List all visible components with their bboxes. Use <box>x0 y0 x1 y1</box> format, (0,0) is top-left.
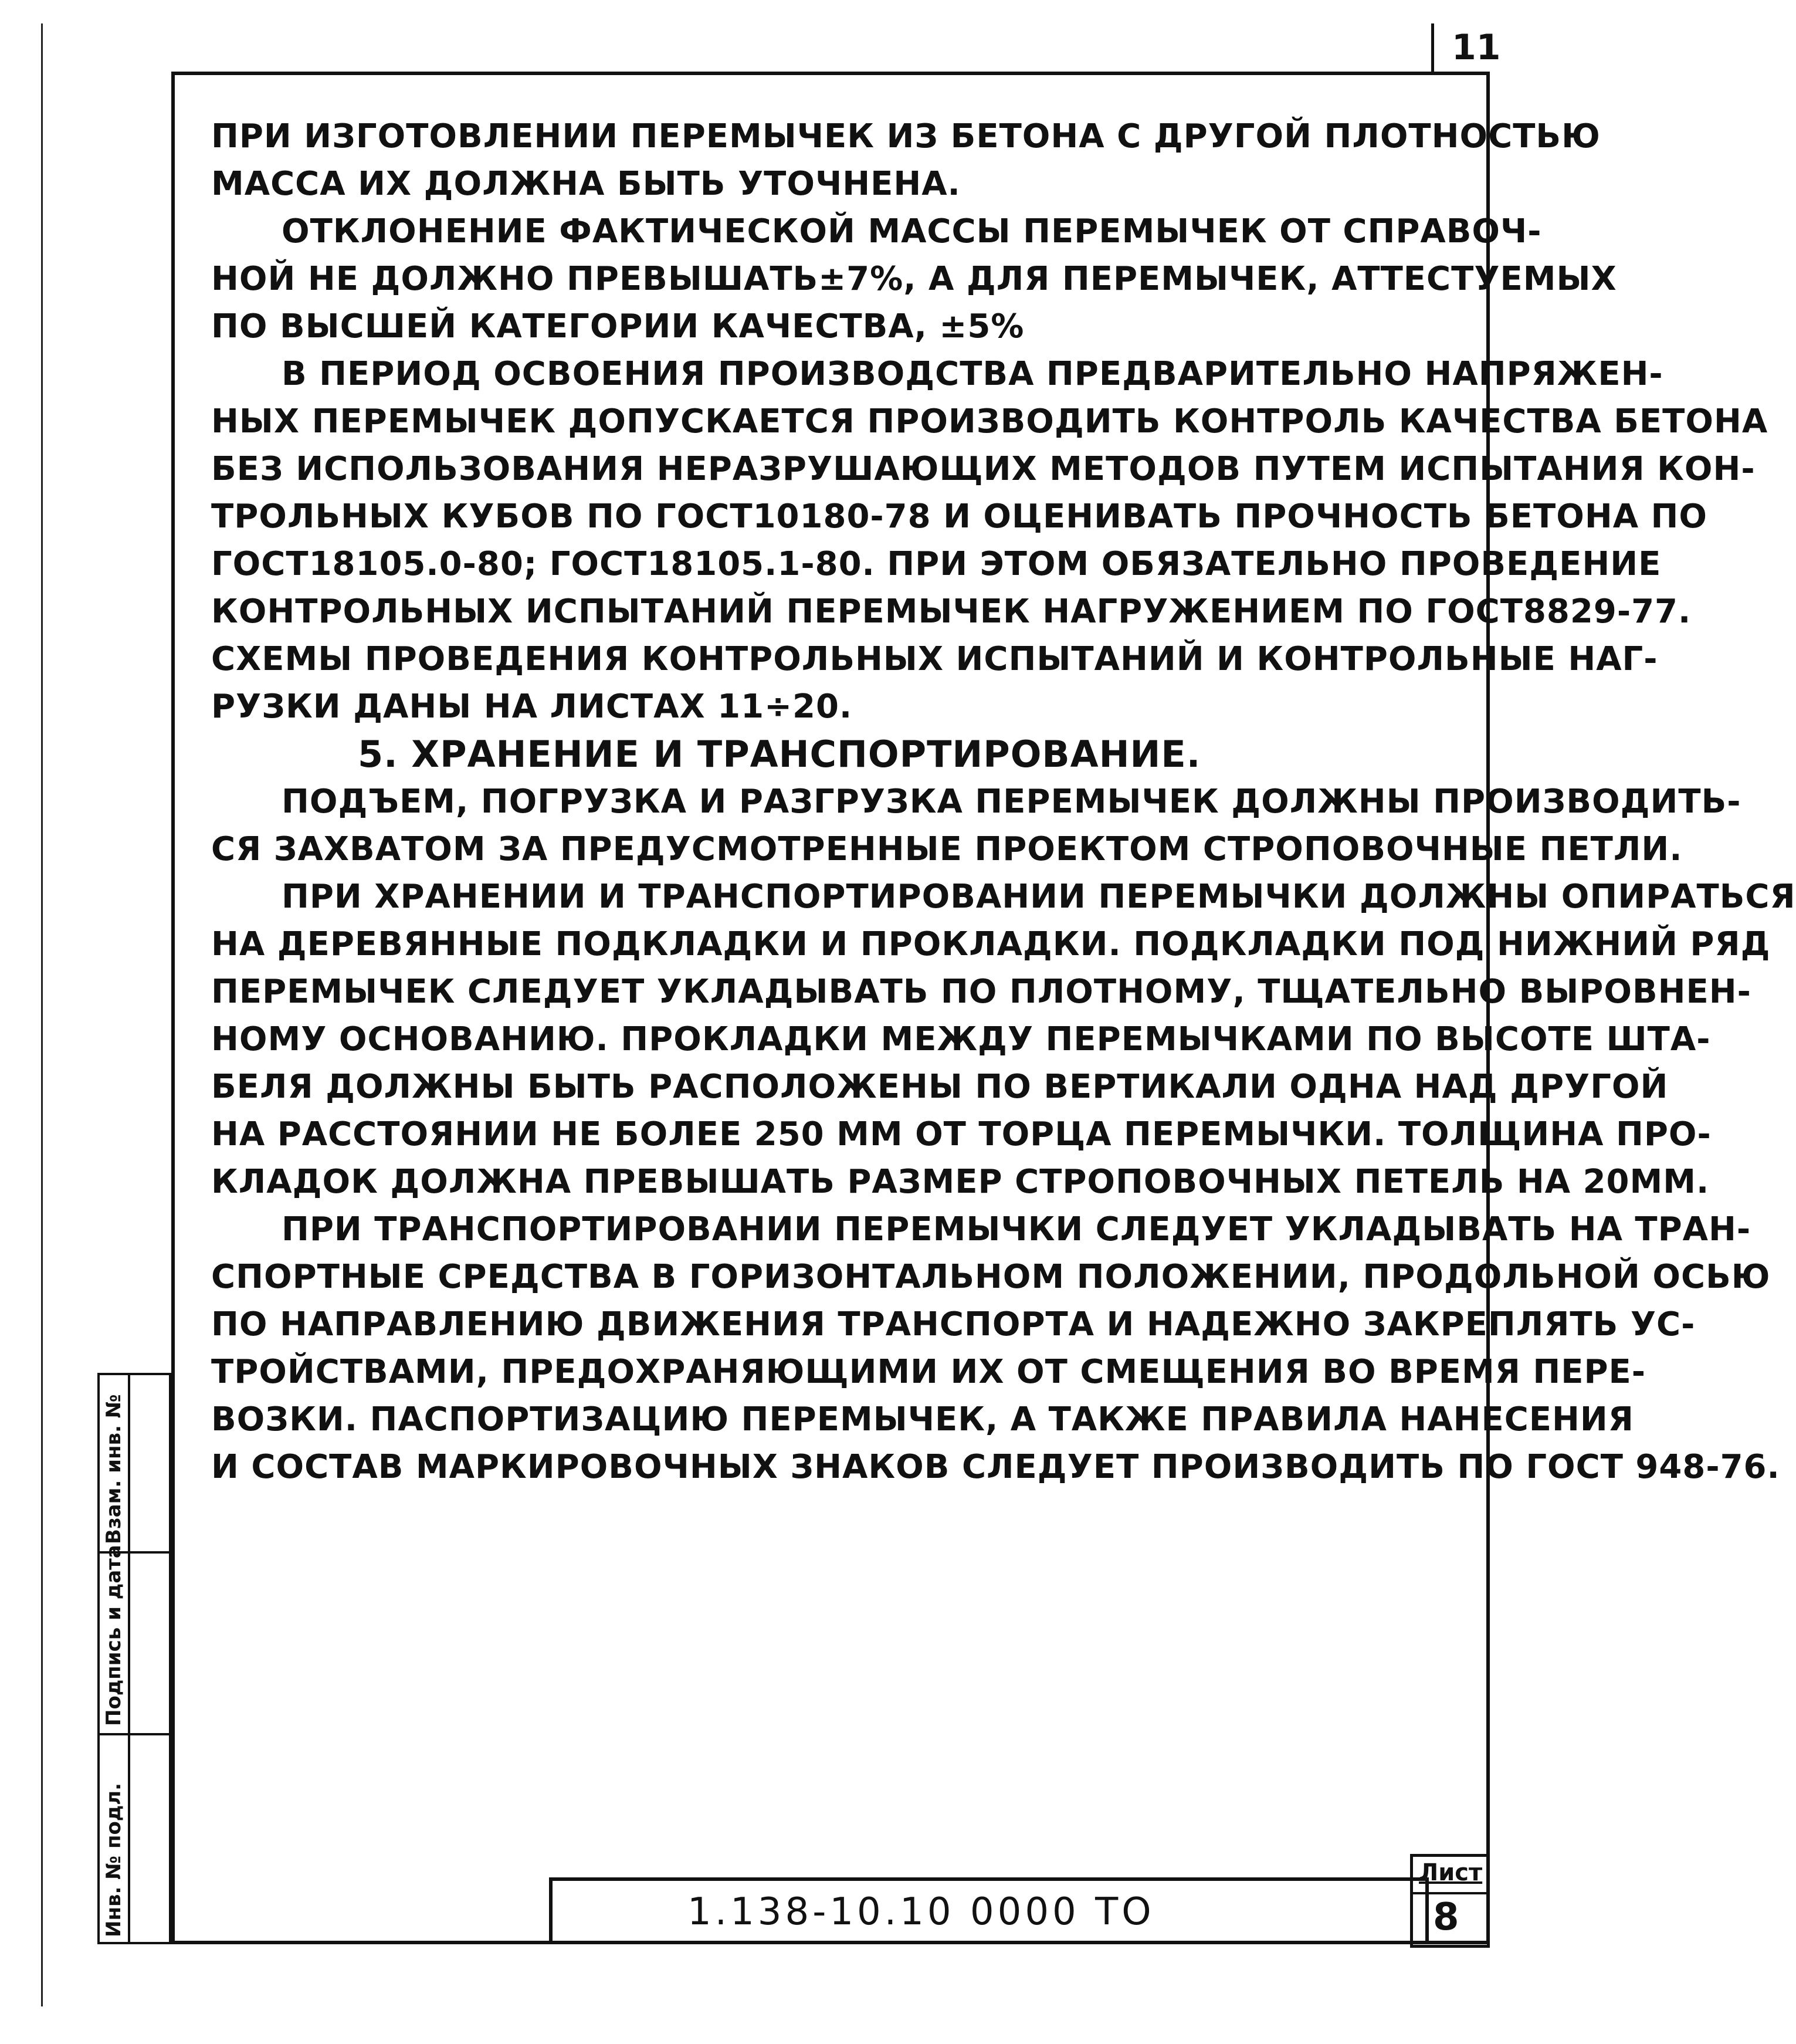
text-line: БЕЛЯ ДОЛЖНЫ БЫТЬ РАСПОЛОЖЕНЫ ПО ВЕРТИКАЛИ ОДНА НАД ДРУГОЙ <box>211 1068 1669 1106</box>
sheet-box-divider <box>1413 1892 1487 1894</box>
text-line: СПОРТНЫЕ СРЕДСТВА В ГОРИЗОНТАЛЬНОМ ПОЛОЖЕНИИ, ПРОДОЛЬНОЙ ОСЬЮ <box>211 1258 1771 1296</box>
text-line: РУЗКИ ДАНЫ НА ЛИСТАХ 11÷20. <box>211 688 853 726</box>
stamp-cell-vzam-inv <box>100 1375 130 1551</box>
text-line: СХЕМЫ ПРОВЕДЕНИЯ КОНТРОЛЬНЫХ ИСПЫТАНИЙ И КОНТРОЛЬНЫЕ НАГ- <box>211 640 1658 678</box>
stamp-cell-podpis-data <box>100 1545 130 1733</box>
text-line: НОЙ НЕ ДОЛЖНО ПРЕВЫШАТЬ±7%, А ДЛЯ ПЕРЕМЫЧЕК, АТТЕСТУЕМЫХ <box>211 260 1617 298</box>
sheet-number-box <box>1410 1854 1490 1948</box>
text-line: ПРИ ТРАНСПОРТИРОВАНИИ ПЕРЕМЫЧКИ СЛЕДУЕТ УКЛАДЫВАТЬ НА ТРАН- <box>282 1210 1751 1248</box>
section-heading: 5. ХРАНЕНИЕ И ТРАНСПОРТИРОВАНИЕ. <box>358 733 1201 776</box>
top-page-number <box>1431 23 1507 74</box>
text-line: НА РАССТОЯНИИ НЕ БОЛЕЕ 250 ММ ОТ ТОРЦА ПЕРЕМЫЧКИ. ТОЛЩИНА ПРО- <box>211 1115 1712 1153</box>
text-line: ПОДЪЕМ, ПОГРУЗКА И РАЗГРУЗКА ПЕРЕМЫЧЕК ДОЛЖНЫ ПРОИЗВОДИТЬ- <box>282 783 1741 821</box>
text-line: ТРОЙСТВАМИ, ПРЕДОХРАНЯЮЩИМИ ИХ ОТ СМЕЩЕНИЯ ВО ВРЕМЯ ПЕРЕ- <box>211 1353 1646 1391</box>
stamp-cell-inv-podl <box>100 1735 130 1944</box>
text-line: СЯ ЗАХВАТОМ ЗА ПРЕДУСМОТРЕННЫЕ ПРОЕКТОМ СТРОПОВОЧНЫЕ ПЕТЛИ. <box>211 830 1683 868</box>
sheet-number: 8 <box>1433 1896 1459 1939</box>
text-line: МАССА ИХ ДОЛЖНА БЫТЬ УТОЧНЕНА. <box>211 165 961 203</box>
text-line: ПРИ ХРАНЕНИИ И ТРАНСПОРТИРОВАНИИ ПЕРЕМЫЧКИ ДОЛЖНЫ ОПИРАТЬСЯ <box>282 878 1796 916</box>
text-line: НА ДЕРЕВЯННЫЕ ПОДКЛАДКИ И ПРОКЛАДКИ. ПОДКЛАДКИ ПОД НИЖНИЙ РЯД <box>211 925 1771 963</box>
text-line: ГОСТ18105.0-80; ГОСТ18105.1-80. ПРИ ЭТОМ ОБЯЗАТЕЛЬНО ПРОВЕДЕНИЕ <box>211 545 1662 583</box>
text-line: В ПЕРИОД ОСВОЕНИЯ ПРОИЗВОДСТВА ПРЕДВАРИТЕЛЬНО НАПРЯЖЕН- <box>282 355 1663 393</box>
text-line: ВОЗКИ. ПАСПОРТИЗАЦИЮ ПЕРЕМЫЧЕК, А ТАКЖЕ ПРАВИЛА НАНЕСЕНИЯ <box>211 1400 1634 1439</box>
text-line: ПО НАПРАВЛЕНИЮ ДВИЖЕНИЯ ТРАНСПОРТА И НАДЕЖНО ЗАКРЕПЛЯТЬ УС- <box>211 1305 1696 1344</box>
page-number-top: 11 <box>1452 27 1501 68</box>
stamp-podpis-data-label: Подпись и дата <box>102 1545 126 1726</box>
stamp-inv-podl-label: Инв. № подл. <box>102 1782 126 1937</box>
text-line: ПО ВЫСШЕЙ КАТЕГОРИИ КАЧЕСТВА, ±5% <box>211 307 1025 346</box>
text-line: ТРОЛЬНЫХ КУБОВ ПО ГОСТ10180-78 И ОЦЕНИВАТЬ ПРОЧНОСТЬ БЕТОНА ПО <box>211 498 1708 536</box>
text-line: НОМУ ОСНОВАНИЮ. ПРОКЛАДКИ МЕЖДУ ПЕРЕМЫЧКАМИ ПО ВЫСОТЕ ШТА- <box>211 1020 1711 1058</box>
title-block <box>549 1877 1429 1944</box>
text-line: И СОСТАВ МАРКИРОВОЧНЫХ ЗНАКОВ СЛЕДУЕТ ПРОИЗВОДИТЬ ПО ГОСТ 948-76. <box>211 1448 1780 1486</box>
text-line: КЛАДОК ДОЛЖНА ПРЕВЫШАТЬ РАЗМЕР СТРОПОВОЧНЫХ ПЕТЕЛЬ НА 20ММ. <box>211 1163 1710 1201</box>
text-line: ПЕРЕМЫЧЕК СЛЕДУЕТ УКЛАДЫВАТЬ ПО ПЛОТНОМУ, ТЩАТЕЛЬНО ВЫРОВНЕН- <box>211 973 1751 1011</box>
side-stamp <box>97 1373 171 1944</box>
text-line: ПРИ ИЗГОТОВЛЕНИИ ПЕРЕМЫЧЕК ИЗ БЕТОНА С ДРУГОЙ ПЛОТНОСТЬЮ <box>211 117 1601 155</box>
sheet-label: Лист <box>1419 1859 1483 1886</box>
text-line: БЕЗ ИСПОЛЬЗОВАНИЯ НЕРАЗРУШАЮЩИХ МЕТОДОВ ПУТЕМ ИСПЫТАНИЯ КОН- <box>211 450 1756 488</box>
document-code: 1.138-10.10 0000 ТО <box>687 1890 1155 1934</box>
text-line: НЫХ ПЕРЕМЫЧЕК ДОПУСКАЕТСЯ ПРОИЗВОДИТЬ КОНТРОЛЬ КАЧЕСТВА БЕТОНА <box>211 402 1768 441</box>
document-body <box>211 113 1796 1491</box>
text-line: ОТКЛОНЕНИЕ ФАКТИЧЕСКОЙ МАССЫ ПЕРЕМЫЧЕК ОТ СПРАВОЧ- <box>282 212 1542 251</box>
text-line: КОНТРОЛЬНЫХ ИСПЫТАНИЙ ПЕРЕМЫЧЕК НАГРУЖЕНИЕМ ПО ГОСТ8829-77. <box>211 593 1692 631</box>
binding-margin-line <box>41 23 43 2006</box>
stamp-vzam-inv-label: Взам. инв. № <box>102 1394 126 1544</box>
